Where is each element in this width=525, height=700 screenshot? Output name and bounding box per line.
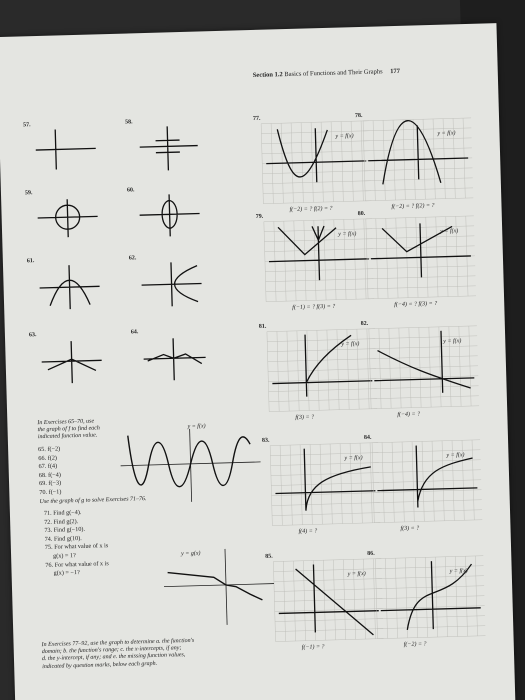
- exercise-number: 80.: [357, 210, 366, 218]
- ex77-line: In Exercises 77–92, use the graph to determine a. the function's: [41, 637, 195, 649]
- missing-values: f(3) = ?: [295, 414, 315, 421]
- exercise-item: 71. Find g(−4).: [43, 508, 82, 517]
- function-graph: [137, 125, 200, 173]
- exercise-number: 77.: [252, 115, 261, 122]
- exercise-number: 58.: [124, 119, 133, 126]
- function-graph: [39, 264, 102, 312]
- exercise-item: 74. Find g(10).: [44, 534, 82, 543]
- exercise-number: 83.: [261, 437, 270, 444]
- exercise-number: 85.: [265, 553, 273, 560]
- function-graph: [366, 216, 476, 299]
- function-graph: [375, 556, 485, 639]
- fx-label: y = f(x): [443, 338, 462, 345]
- exercise-number: 57.: [22, 122, 31, 129]
- fx-label: y = f(x): [344, 455, 363, 462]
- fx-label: y = f(x): [437, 130, 456, 137]
- ex71-list: [44, 508, 109, 578]
- exercise-number: 86.: [367, 550, 375, 557]
- function-graph: [267, 329, 377, 412]
- ex77-line: indicated by question marks, below each graph.: [42, 660, 158, 670]
- exercise-item: 66. f(2): [38, 454, 58, 462]
- missing-values: f(−2) = ? f(2) = ?: [391, 202, 435, 211]
- exercise-number: 63.: [28, 332, 37, 339]
- exercise-number: 84.: [363, 434, 372, 442]
- fx-label: y = f(x): [341, 341, 360, 348]
- exercise-number: 82.: [360, 320, 369, 328]
- exercise-item: 70. f(−1): [39, 488, 62, 497]
- exercise-item: 75. For what value of x is: [44, 542, 109, 552]
- section-title: Basics of Functions and Their Graphs: [284, 68, 383, 79]
- function-graph: [37, 196, 100, 244]
- function-graph: [363, 118, 473, 201]
- exercise-number: 79.: [255, 213, 264, 220]
- missing-values: f(4) = ?: [298, 528, 318, 535]
- fx-label: y = f(x): [440, 228, 459, 235]
- function-graph: [139, 193, 202, 241]
- function-graph: [372, 440, 482, 523]
- function-graph: [35, 128, 98, 176]
- function-graph: [141, 261, 204, 309]
- ex65-intro-line: the graph of f to find each: [37, 425, 100, 434]
- exercise-item: 76. For what value of x is: [45, 559, 109, 569]
- running-header: [253, 68, 400, 79]
- fx-label: y = f(x): [446, 452, 465, 459]
- function-graph: [41, 338, 104, 386]
- function-graph: [270, 443, 380, 526]
- function-graph: [143, 335, 206, 383]
- section-label: Section 1.2: [252, 71, 283, 79]
- exercise-item: 69. f(−3): [39, 479, 62, 488]
- function-graph: [264, 219, 374, 302]
- exercise-item: 72. Find g(2).: [44, 517, 79, 526]
- exercise-item: 67. f(4): [38, 462, 58, 471]
- ex65-intro-line: In Exercises 65–70, use: [37, 418, 95, 427]
- function-graph: [273, 559, 383, 642]
- function-graph: [261, 121, 371, 204]
- exercise-number: 62.: [128, 255, 137, 262]
- missing-values: f(−1) = ?: [301, 644, 325, 651]
- exercise-number: 64.: [130, 329, 139, 336]
- function-graph: [369, 326, 479, 409]
- page-number: 177: [390, 67, 401, 76]
- exercise-number: 78.: [354, 112, 363, 120]
- missing-values: f(−4) = ? f(3) = ?: [394, 300, 438, 309]
- fx-label: y = f(x): [187, 423, 206, 430]
- graph-g-ex71: [163, 546, 275, 629]
- exercise-number: 60.: [126, 187, 135, 194]
- ex77-line: d. the y-intercept, if any; and e. the missing function values,: [41, 652, 186, 663]
- ex77-line: domain; b. the function's range; c. the x-intercepts, if any;: [41, 645, 182, 656]
- exercise-number: 59.: [24, 190, 33, 197]
- exercise-item: 65. f(−2): [38, 445, 61, 454]
- missing-values: f(−2) = ? f(2) = ?: [289, 205, 333, 213]
- graph-f-ex65: [120, 422, 262, 506]
- ex71-intro: Use the graph of g to solve Exercises 71–76.: [39, 496, 147, 506]
- exercise-item: 68. f(−4): [38, 471, 61, 479]
- exercise-item: g(x) = 1?: [53, 552, 76, 560]
- missing-values: f(−1) = ? f(3) = ?: [292, 303, 336, 311]
- textbook-page: [0, 23, 515, 700]
- missing-values: f(3) = ?: [400, 525, 420, 533]
- missing-values: f(−4) = ?: [397, 411, 421, 419]
- fx-label: y = f(x): [338, 231, 357, 238]
- exercise-number: 61.: [26, 258, 35, 265]
- ex65-intro-line: indicated function value.: [37, 432, 98, 441]
- fx-label: y = f(x): [347, 571, 366, 578]
- missing-values: f(−2) = ?: [403, 641, 427, 648]
- fx-label: y = f(x): [449, 568, 468, 575]
- ex65-intro: [37, 418, 100, 441]
- ex77-intro: [42, 638, 195, 671]
- exercise-number: 81.: [258, 323, 267, 330]
- fx-label: y = f(x): [335, 133, 354, 140]
- gx-label: y = g(x): [181, 550, 201, 558]
- exercise-item: g(x) = −1?: [53, 569, 80, 577]
- ex65-list: [38, 445, 61, 497]
- exercise-item: 73. Find g(−10).: [44, 526, 86, 535]
